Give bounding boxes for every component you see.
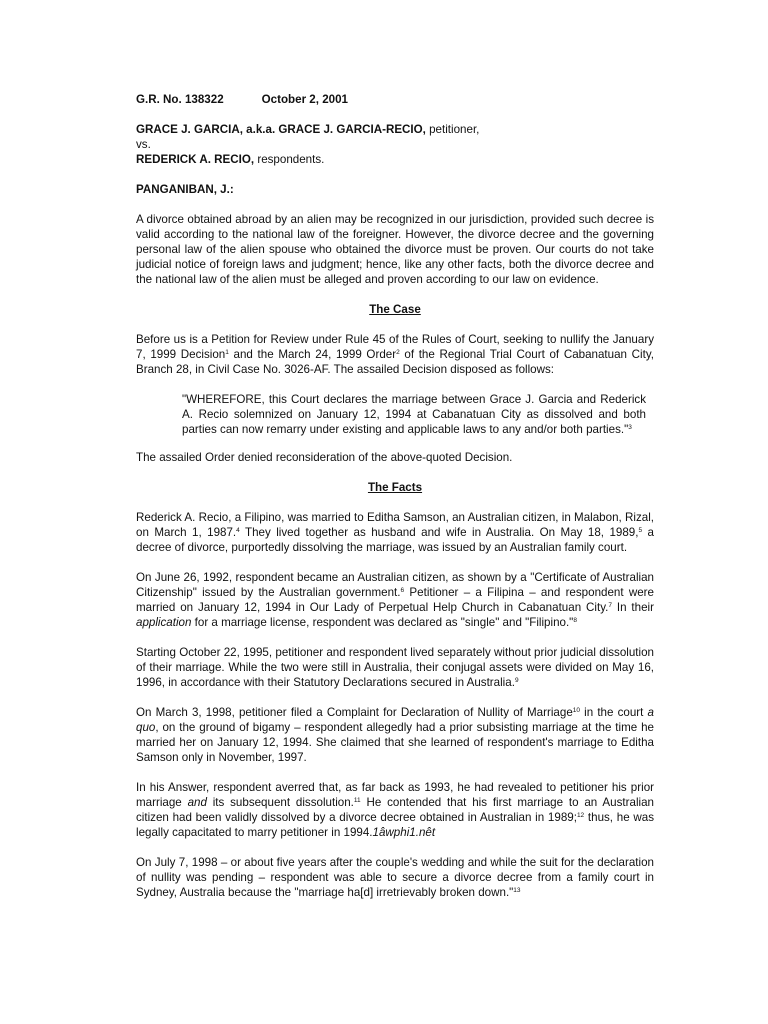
respondent-line — [136, 152, 654, 167]
facts-paragraph-1 — [136, 510, 654, 555]
text-segment: On March 3, 1998, petitioner filed a Complaint for Declaration of Nullity of Marriage — [136, 706, 573, 719]
text-segment: He contended that his first marriage to an Australian citizen had been validly dissolved by a divorce decree obtained in Australian in 1989; — [136, 796, 654, 824]
dispositive-quote — [182, 392, 646, 437]
footnote-ref: 3 — [628, 424, 632, 431]
italic-text: and — [187, 796, 207, 809]
text-segment: , on the ground of bigamy – respondent allegedly had a prior subsisting marriage at the time he married her on January 12, 1994. She claimed that she learned of respondent's marriage to Editha Samson only in November, 1997. — [136, 721, 654, 764]
respondent-name: REDERICK A. RECIO, — [136, 153, 255, 166]
text-segment: its subsequent dissolution. — [206, 796, 354, 809]
footnote-ref: 9 — [514, 677, 519, 684]
gr-number: G.R. No. 138322 — [136, 93, 224, 106]
footnote-ref: 10 — [572, 707, 580, 714]
text-segment: On June 26, 1992, respondent became an Australian citizen, as shown by a "Certificate of Australian Citizenship" issued by the Australian government. — [136, 571, 654, 599]
facts-paragraph-6 — [136, 855, 654, 900]
quote-text: "WHEREFORE, this Court declares the marriage between Grace J. Garcia and Rederick A. Recio solemnized on January 12, 1994 at Cabanatuan City as dissolved and both parties can now remarry under existing and applicable laws to any and/or both parties." — [182, 393, 646, 436]
text-segment: In their — [611, 601, 654, 614]
text-segment: In his Answer, respondent averred that, as far back as 1993, he had revealed to petitioner his prior marriage — [136, 781, 654, 809]
text-segment: On July 7, 1998 – or about five years after the couple's wedding and while the suit for the declaration of nullity was pending – respondent was able to secure a divorce decree from a family court in Sydney, Australia because the "marriage ha[d] irretrievably broken down." — [136, 856, 654, 899]
document-page — [136, 92, 654, 900]
text-segment: Rederick A. Recio, a Filipino, was married to Editha Samson, an Australian citizen, in Malabon, Rizal, on March 1, 1987. — [136, 511, 654, 539]
facts-paragraph-3 — [136, 645, 654, 690]
facts-paragraph-2 — [136, 570, 654, 630]
footnote-ref: 1 — [225, 349, 229, 356]
footnote-ref: 4 — [236, 527, 240, 534]
facts-paragraph-4 — [136, 705, 654, 765]
petitioner-name: GRACE J. GARCIA, a.k.a. GRACE J. GARCIA-RECIO, — [136, 123, 426, 136]
text-segment: They lived together as husband and wife in Australia. On May 18, 1989, — [239, 526, 639, 539]
text-segment: thus, he was legally capacitated to marry petitioner in 1994. — [136, 811, 654, 839]
case-header — [136, 92, 654, 107]
case-paragraph-1 — [136, 332, 654, 377]
footnote-ref: 6 — [400, 587, 405, 594]
text-segment: Before us is a Petition for Review under Rule 45 of the Rules of Court, seeking to nullify the January 7, 1999 Decision — [136, 333, 654, 361]
footnote-ref: 5 — [638, 527, 643, 534]
footnote-ref: 13 — [513, 887, 521, 894]
text-segment: of the Regional Trial Court of Cabanatuan City, Branch 28, in Civil Case No. 3026-AF. The assailed Decision disposed as follows: — [136, 348, 654, 376]
text-segment: and the March 24, 1999 Order — [228, 348, 397, 361]
respondent-role: respondents. — [254, 153, 325, 166]
footnote-ref: 7 — [608, 602, 612, 609]
italic-text: application — [136, 616, 192, 629]
footnote-ref: 2 — [396, 349, 400, 356]
footnote-ref: 11 — [353, 797, 361, 804]
intro-paragraph: A divorce obtained abroad by an alien may be recognized in our jurisdiction, provided such decree is valid according to the national law of the foreigner. However, the divorce decree and the governing personal law of the alien spouse who obtained the divorce must be proven. Our courts do not take judicial notice of foreign laws and judgment; hence, like any other facts, both the divorce decree and the national law of the alien must be alleged and proven according to our law on evidence. — [136, 213, 654, 286]
ponente: PANGANIBAN, J.: — [136, 183, 234, 196]
text-segment: Petitioner – a Filipina – and respondent were married on January 12, 1994 in Our Lady of Perpetual Help Church in Cabanatuan City. — [136, 586, 654, 614]
footnote-ref: 12 — [576, 812, 585, 819]
text-segment: a decree of divorce, purportedly dissolving the marriage, was issued by an Australian family court. — [136, 526, 654, 554]
facts-paragraph-5 — [136, 780, 654, 840]
italic-text: 1âwphi1.nêt — [372, 826, 436, 839]
text-segment: Starting October 22, 1995, petitioner and respondent lived separately without prior judicial dissolution of their marriage. While the two were still in Australia, their conjugal assets were divided on May 16, 1996, in accordance with their Statutory Declarations secured in Australia. — [136, 646, 654, 689]
facts-heading: The Facts — [367, 481, 423, 494]
text-segment: in the court — [580, 706, 648, 719]
versus: vs. — [136, 138, 151, 151]
italic-text: a quo — [136, 706, 654, 734]
petitioner-role: petitioner, — [425, 123, 480, 136]
case-paragraph-2: The assailed Order denied reconsideration of the above-quoted Decision. — [136, 451, 513, 464]
footnote-ref: 8 — [573, 617, 577, 624]
petitioner-line — [136, 122, 654, 137]
case-heading: The Case — [369, 303, 421, 316]
decision-date: October 2, 2001 — [261, 93, 348, 106]
text-segment: for a marriage license, respondent was declared as "single" and "Filipino." — [191, 616, 574, 629]
